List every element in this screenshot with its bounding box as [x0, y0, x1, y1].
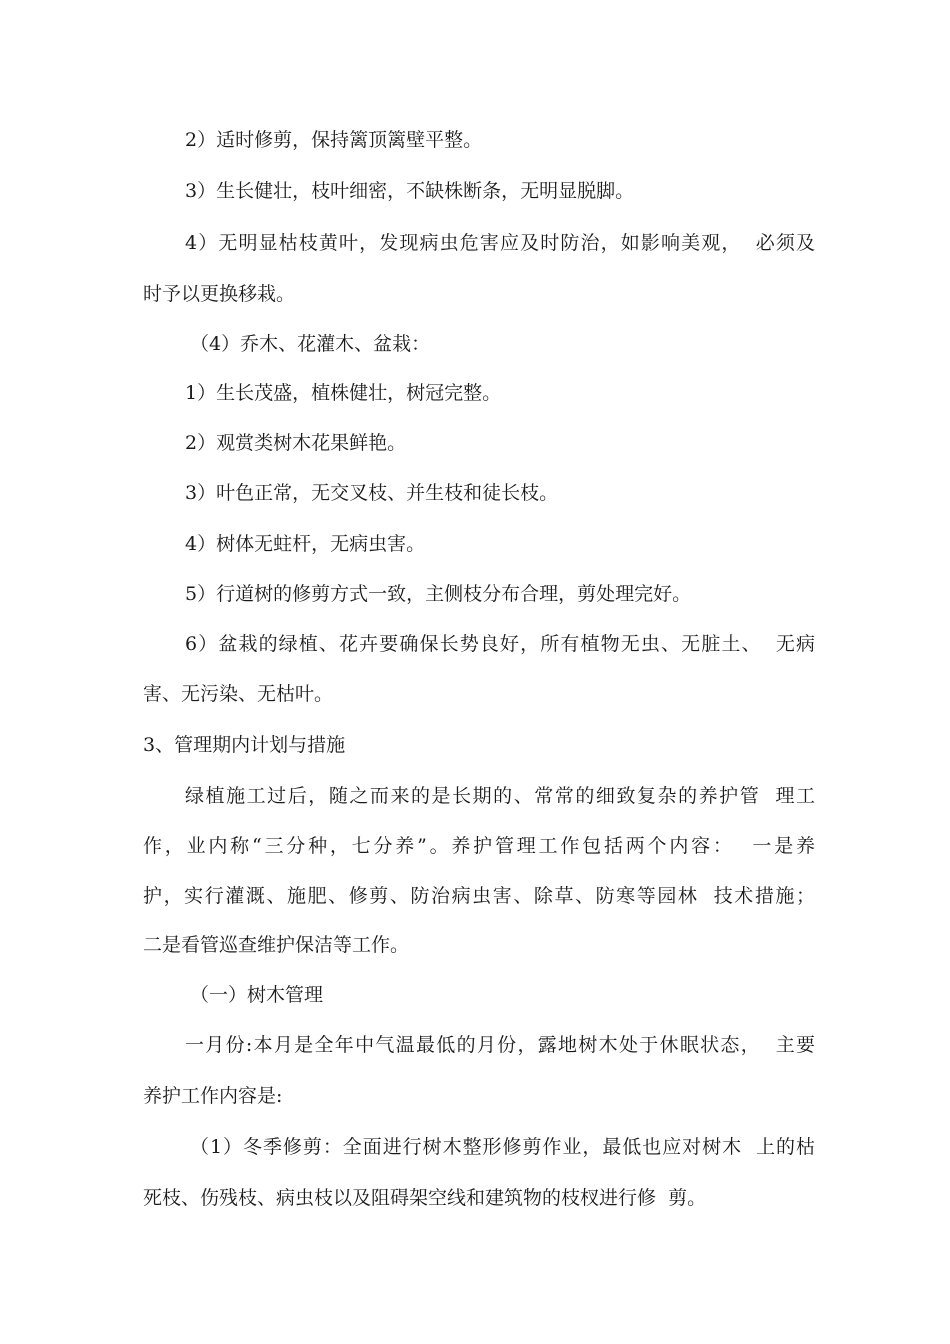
- text-line: 绿植施工过后，随之而来的是长期的、常常的细致复杂的养护管 理工: [185, 785, 815, 807]
- text-line: 1）生长茂盛，植株健壮，树冠完整。: [185, 382, 502, 404]
- text-line: 护，实行灌溉、施肥、修剪、防治病虫害、除草、防寒等园林 技术措施；: [143, 885, 815, 907]
- text-line: 5）行道树的修剪方式一致，主侧枝分布合理，剪处理完好。: [185, 583, 692, 605]
- section-heading: 3、管理期内计划与措施: [143, 734, 346, 756]
- section-heading: （4）乔木、花灌木、盆栽：: [190, 333, 431, 355]
- text-line: 作，业内称“三分种，七分养”。养护管理工作包括两个内容： 一是养: [143, 835, 815, 857]
- text-line: 养护工作内容是:: [143, 1085, 283, 1107]
- text-line: 死枝、伤残枝、病虫枝以及阻碍架空线和建筑物的枝杈进行修 剪。: [143, 1187, 707, 1209]
- text-line: 3）叶色正常，无交叉枝、并生枝和徒长枝。: [185, 482, 559, 504]
- text-line: 2）适时修剪，保持篱顶篱壁平整。: [185, 129, 483, 151]
- text-line: （1）冬季修剪：全面进行树木整形修剪作业，最低也应对树木 上的枯: [190, 1136, 815, 1158]
- text-line: 一月份:本月是全年中气温最低的月份，露地树木处于休眠状态， 主要: [185, 1034, 815, 1056]
- text-line: 二是看管巡查维护保洁等工作。: [143, 934, 410, 956]
- section-heading: （一）树木管理: [190, 984, 324, 1006]
- text-line: 4）无明显枯枝黄叶，发现病虫危害应及时防治，如影响美观， 必须及: [185, 232, 815, 254]
- text-line: 2）观赏类树木花果鲜艳。: [185, 432, 407, 454]
- text-line: 时予以更换移栽。: [143, 283, 296, 305]
- text-line: 害、无污染、无枯叶。: [143, 683, 334, 705]
- text-line: 4）树体无蛀杆，无病虫害。: [185, 533, 426, 555]
- text-line: 6）盆栽的绿植、花卉要确保长势良好，所有植物无虫、无脏土、 无病: [185, 633, 815, 655]
- text-line: 3）生长健壮，枝叶细密，不缺株断条，无明显脱脚。: [185, 180, 635, 202]
